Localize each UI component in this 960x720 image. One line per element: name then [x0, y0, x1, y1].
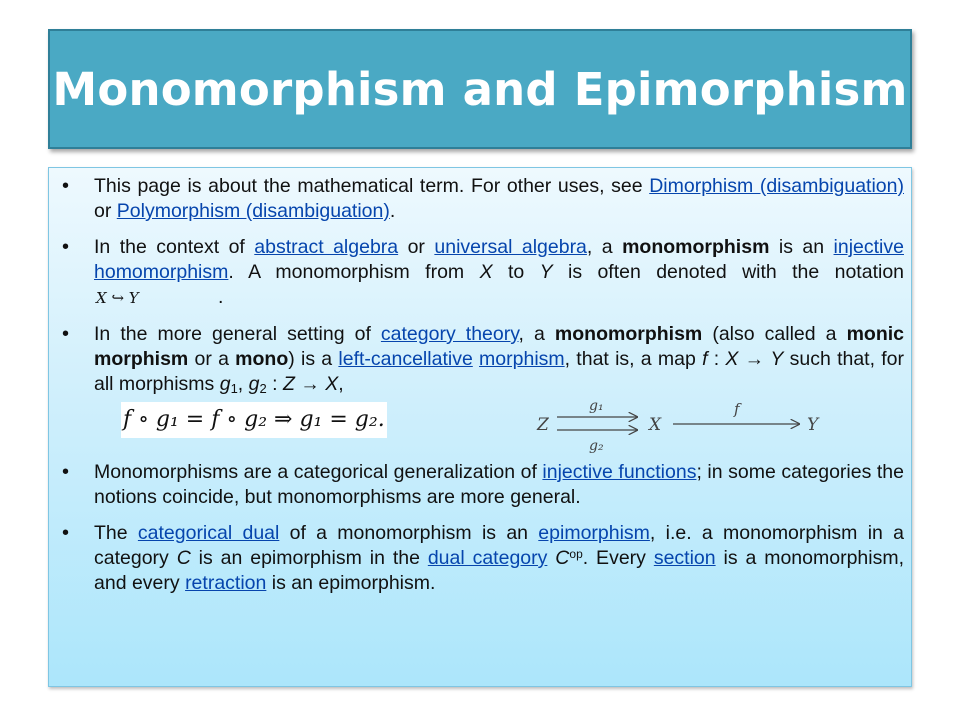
diagram-label-g2: g₂	[589, 438, 604, 454]
link-section[interactable]: section	[653, 547, 716, 569]
diagram-node-z: Z	[537, 415, 549, 435]
link-category-theory[interactable]: category theory	[380, 323, 519, 345]
link-left-cancellative[interactable]: left-cancellative	[338, 348, 473, 370]
content-panel	[48, 167, 912, 687]
diagram-node-x: X	[649, 415, 662, 435]
bullet-disambiguation: • This page is about the mathematical term. For other uses, see Dimorphism (disambiguation) or Polymorphism (disambiguation).	[49, 174, 911, 224]
link-dual-category[interactable]: dual category	[427, 547, 548, 569]
cancellation-formula: f ∘ g₁ = f ∘ g₂ ⇒ g₁ = g₂.	[121, 402, 387, 438]
link-injective[interactable]: injective	[833, 236, 904, 258]
bullet-dual: • The categorical dual of a monomorphism is an epimorphism, i.e. a monomorphism in a category C is an epimorphism in the dual category $C^{op}$. Every section is a monomorphism, and every retraction is an epimorphism.	[49, 521, 911, 596]
link-dimorphism-disambiguation[interactable]: Dimorphism (disambiguation)	[649, 175, 904, 197]
bullet-abstract-algebra: • In the context of abstract algebra or universal algebra, a monomorphism is an injective homomorphism. A monomorphism from X to Y is often denoted with the notation X ↪ Y .	[49, 235, 911, 311]
bullet-list	[49, 174, 911, 607]
title-banner	[48, 29, 912, 149]
link-polymorphism-disambiguation[interactable]: Polymorphism (disambiguation)	[116, 200, 390, 222]
bullet-category-theory: • In the more general setting of category theory, a monomorphism (also called a monic morphism or a mono) is a left-cancellative morphism, that is, a map f : X → Y such that, for all morphisms $g_1$, $g_2$ : Z → X,	[49, 322, 911, 397]
link-categorical-dual[interactable]: categorical dual	[137, 522, 280, 544]
diagram-label-g1: g₁	[589, 398, 604, 414]
diagram-label-f: f	[734, 400, 740, 418]
slide-title: Monomorphism and Epimorphism	[52, 62, 908, 116]
commutative-diagram	[529, 392, 829, 454]
bullet-generalization: • Monomorphisms are a categorical generalization of injective functions; in some categories the notions coincide, but monomorphisms are more general.	[49, 460, 911, 510]
formula-row	[49, 398, 911, 454]
link-injective-functions[interactable]: injective functions	[542, 461, 697, 483]
link-abstract-algebra[interactable]: abstract algebra	[254, 236, 399, 258]
diagram-node-y: Y	[807, 415, 819, 435]
link-universal-algebra[interactable]: universal algebra	[434, 236, 587, 258]
mono-notation: X ↪ Y	[96, 289, 139, 307]
link-epimorphism[interactable]: epimorphism	[538, 522, 650, 544]
link-retraction[interactable]: retraction	[185, 572, 267, 594]
link-homomorphism[interactable]: homomorphism	[94, 261, 229, 283]
link-morphism[interactable]: morphism	[479, 348, 565, 370]
